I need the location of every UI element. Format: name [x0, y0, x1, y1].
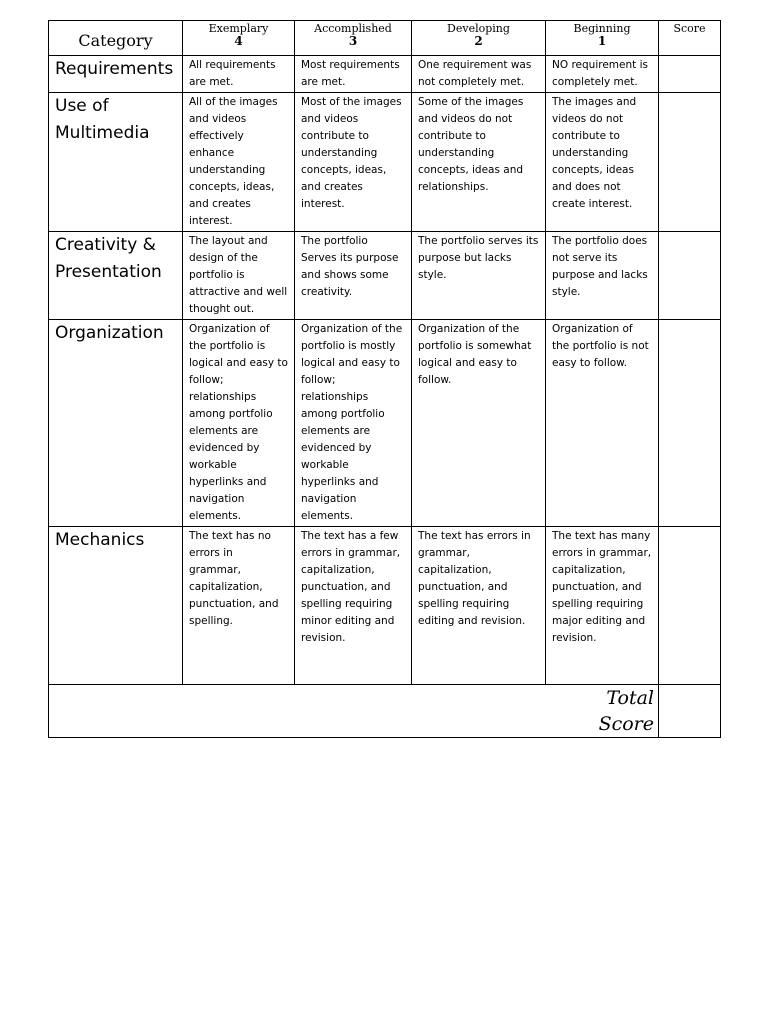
criterion-cell: The text has errors in grammar, capitalization, punctuation, and spelling requiring editing and revision. — [412, 527, 546, 685]
criterion-cell: Some of the images and videos do not contribute to understanding concepts, ideas and relationships. — [412, 93, 546, 232]
criterion-cell: Organization of the portfolio is not easy to follow. — [546, 320, 659, 527]
level-name: Developing — [447, 22, 510, 35]
total-row — [49, 685, 721, 738]
level-points: 3 — [348, 34, 358, 48]
score-cell[interactable] — [659, 320, 721, 527]
category-label: Mechanics — [49, 527, 183, 685]
criterion-cell: All of the images and videos effectively enhance understanding concepts, ideas, and creates interest. — [183, 93, 295, 232]
criterion-cell: The portfolio does not serve its purpose and lacks style. — [546, 232, 659, 320]
score-cell[interactable] — [659, 232, 721, 320]
header-level-developing — [412, 21, 546, 56]
total-score-label — [49, 685, 659, 738]
header-level-exemplary — [183, 21, 295, 56]
criterion-cell: The portfolio Serves its purpose and shows some creativity. — [295, 232, 412, 320]
level-points: 2 — [474, 34, 483, 48]
total-score-cell[interactable] — [659, 685, 721, 738]
category-label: Organization — [49, 320, 183, 527]
criterion-cell: All requirements are met. — [183, 56, 295, 93]
header-score: Score — [659, 21, 721, 56]
criterion-cell: The text has many errors in grammar, capitalization, punctuation, and spelling requiring major editing and revision. — [546, 527, 659, 685]
category-label: Use of Multimedia — [49, 93, 183, 232]
rubric-row-mechanics — [49, 527, 721, 685]
category-label: Requirements — [49, 56, 183, 93]
header-category: Category — [49, 21, 183, 56]
level-name: Beginning — [573, 22, 631, 35]
criterion-cell: The text has a few errors in grammar, capitalization, punctuation, and spelling requiring minor editing and revision. — [295, 527, 412, 685]
rubric-row-organization — [49, 320, 721, 527]
criterion-cell: The text has no errors in grammar, capitalization, punctuation, and spelling. — [183, 527, 295, 685]
rubric-table — [48, 20, 721, 738]
criterion-cell: The images and videos do not contribute to understanding concepts, ideas and does not create interest. — [546, 93, 659, 232]
header-level-accomplished — [295, 21, 412, 56]
level-name: Exemplary — [208, 22, 269, 35]
criterion-cell: Organization of the portfolio is mostly logical and easy to follow; relationships among portfolio elements are evidenced by workable hyperlinks and navigation elements. — [295, 320, 412, 527]
score-cell[interactable] — [659, 527, 721, 685]
score-cell[interactable] — [659, 56, 721, 93]
criterion-cell: NO requirement is completely met. — [546, 56, 659, 93]
criterion-cell: Organization of the portfolio is somewhat logical and easy to follow. — [412, 320, 546, 527]
category-label: Creativity & Presentation — [49, 232, 183, 320]
header-row — [49, 21, 721, 56]
total-score-text: Total Score — [598, 687, 654, 735]
criterion-cell: The portfolio serves its purpose but lacks style. — [412, 232, 546, 320]
score-cell[interactable] — [659, 93, 721, 232]
level-name: Accomplished — [314, 22, 392, 35]
rubric-row-requirements — [49, 56, 721, 93]
criterion-cell: Most of the images and videos contribute to understanding concepts, ideas, and creates interest. — [295, 93, 412, 232]
level-points: 1 — [597, 34, 607, 48]
criterion-cell: One requirement was not completely met. — [412, 56, 546, 93]
rubric-row-creativity — [49, 232, 721, 320]
criterion-cell: Organization of the portfolio is logical and easy to follow; relationships among portfolio elements are evidenced by workable hyperlinks and navigation elements. — [183, 320, 295, 527]
criterion-cell: Most requirements are met. — [295, 56, 412, 93]
header-level-beginning — [546, 21, 659, 56]
criterion-cell: The layout and design of the portfolio is attractive and well thought out. — [183, 232, 295, 320]
rubric-row-multimedia — [49, 93, 721, 232]
level-points: 4 — [234, 34, 243, 48]
